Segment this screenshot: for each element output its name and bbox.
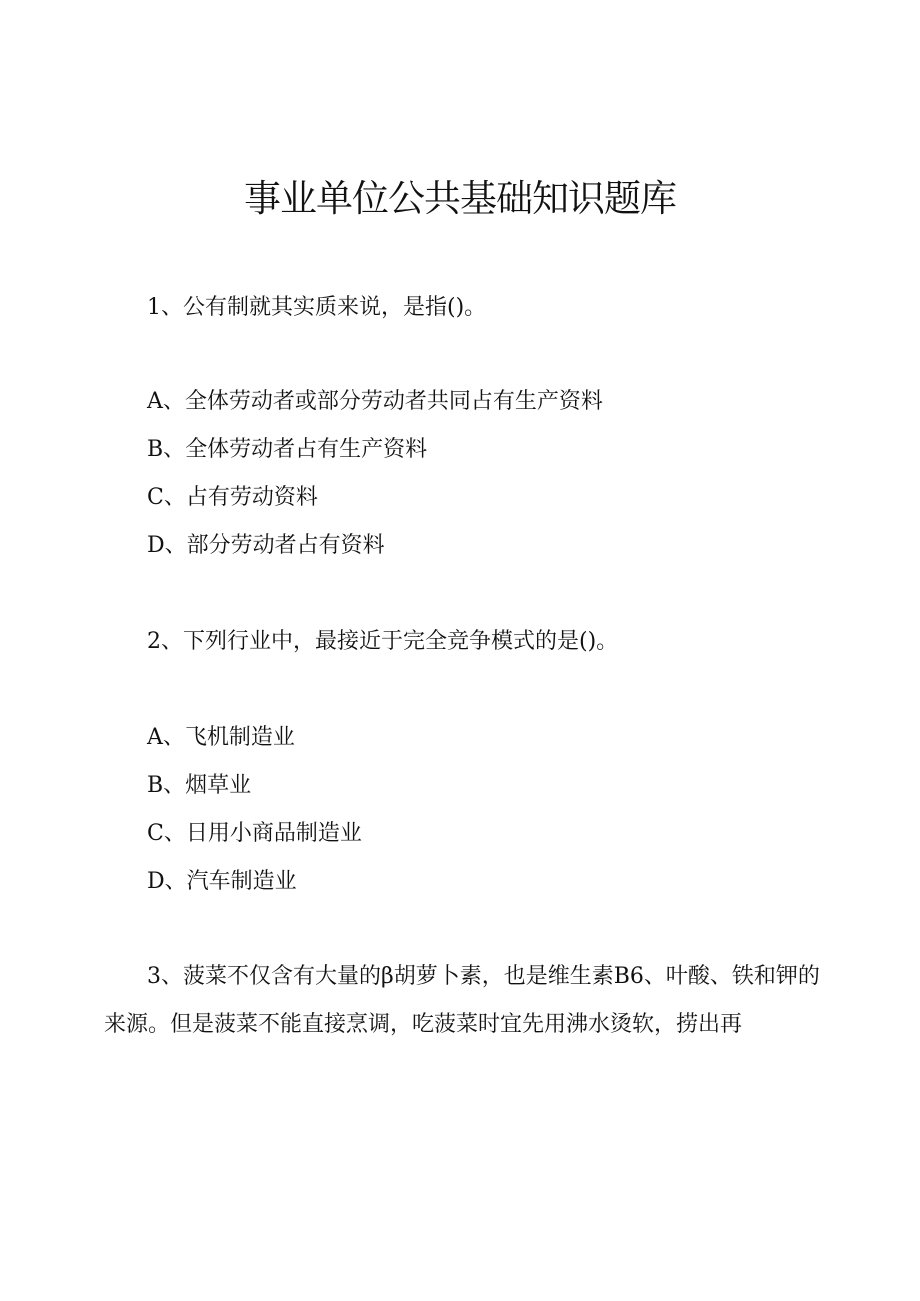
question-1-option-d: D、部分劳动者占有资料 <box>147 533 385 558</box>
question-1-option-c: C、占有劳动资料 <box>147 485 318 510</box>
question-1-option-a: A、全体劳动者或部分劳动者共同占有生产资料 <box>147 389 603 414</box>
question-2-option-b: B、烟草业 <box>147 773 252 798</box>
question-2-option-a: A、飞机制造业 <box>147 725 295 750</box>
document-title: 事业单位公共基础知识题库 <box>244 177 676 220</box>
question-2-stem: 2、下列行业中，最接近于完全竞争模式的是()。 <box>147 629 619 654</box>
question-2-option-c: C、日用小商品制造业 <box>147 821 362 846</box>
question-3-stem: 3、菠菜不仅含有大量的β胡萝卜素，也是维生素B6、叶酸、铁和钾的来源。但是菠菜不能直接烹调，吃菠菜时宜先用沸水烫软，捞出再 <box>104 964 820 1037</box>
question-1-stem: 1、公有制就其实质来说，是指()。 <box>147 295 487 320</box>
question-2-option-d: D、汽车制造业 <box>147 869 297 894</box>
question-1-option-b: B、全体劳动者占有生产资料 <box>147 437 428 462</box>
